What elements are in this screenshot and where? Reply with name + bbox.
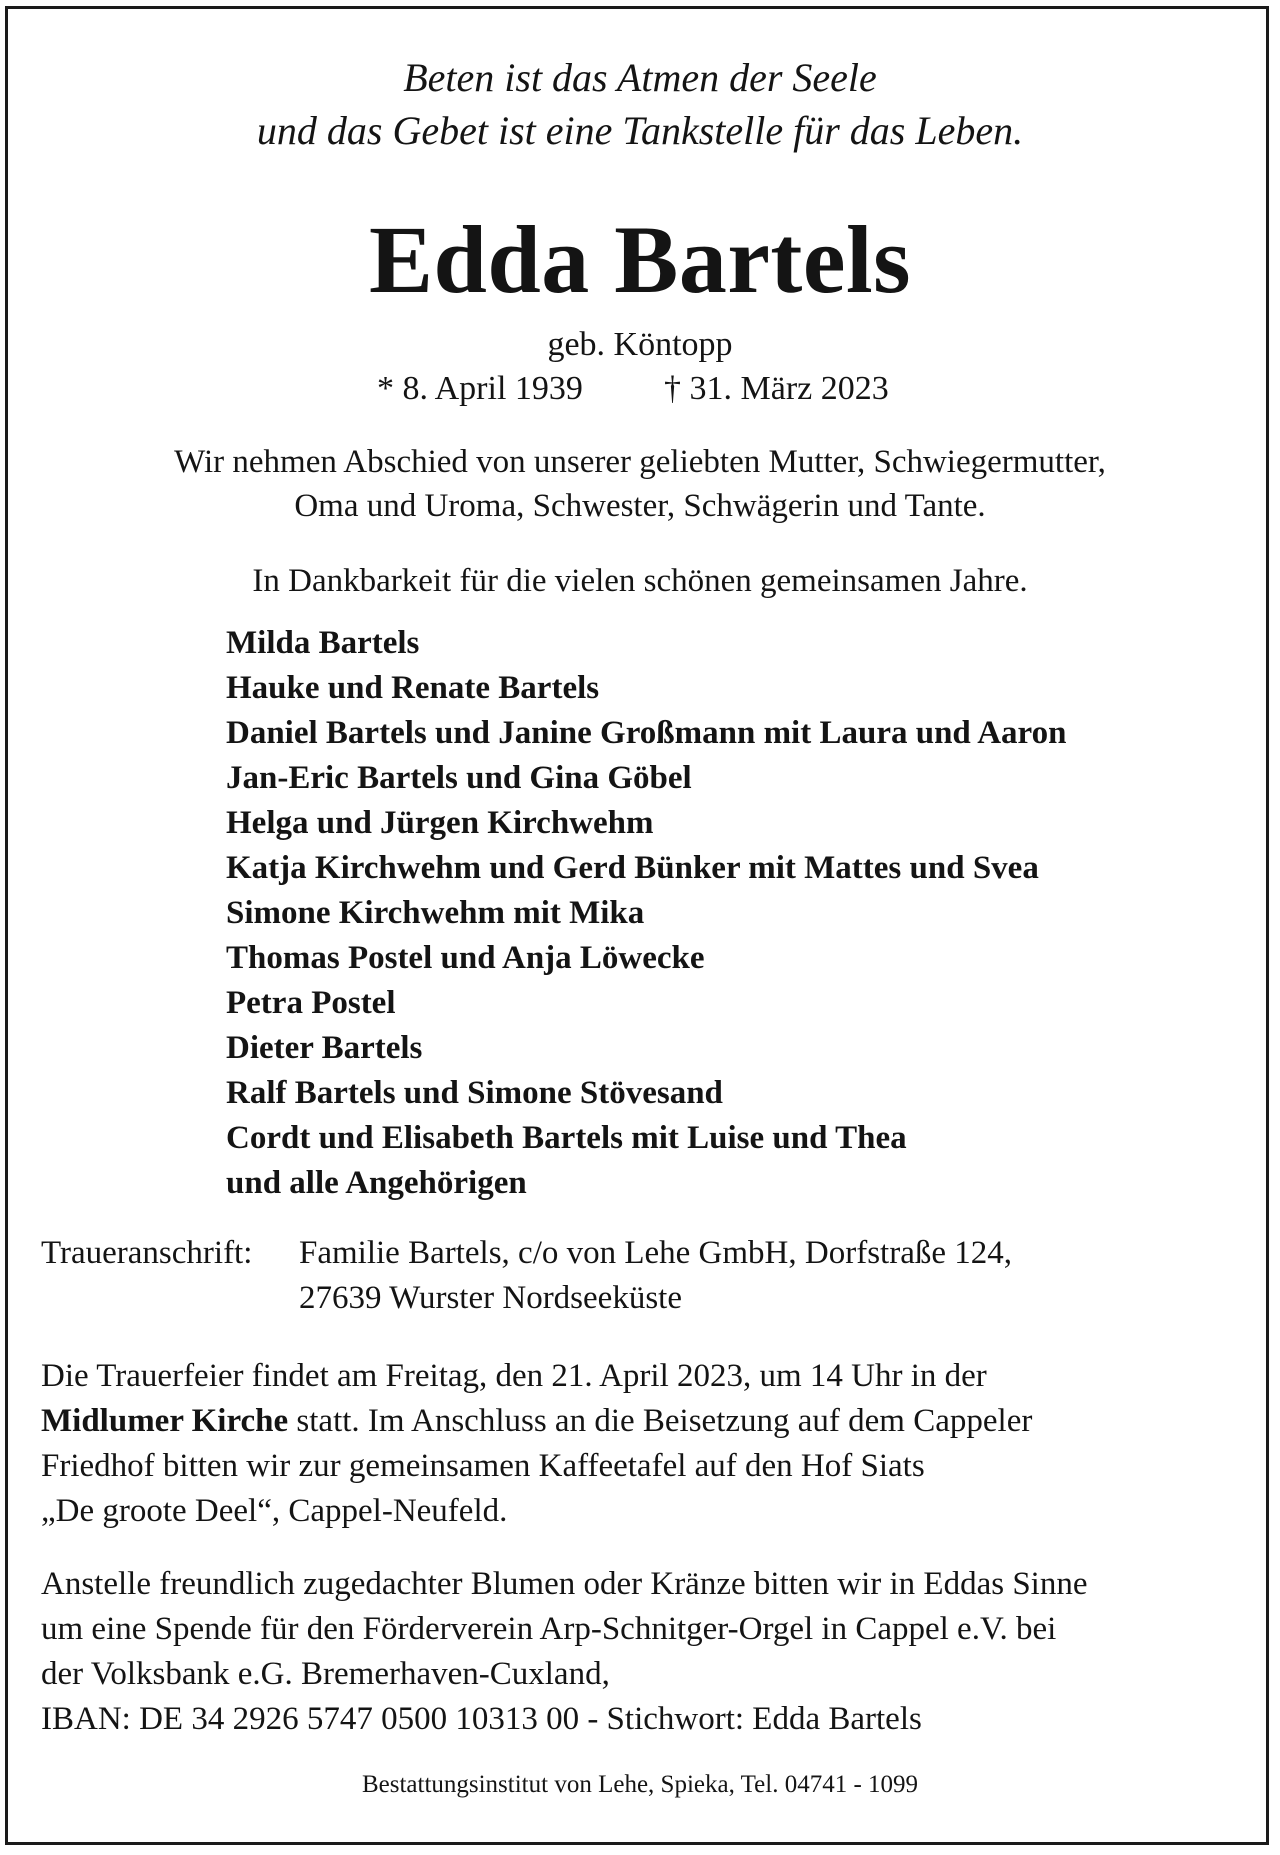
ceremony-paragraph [41,1354,1032,1534]
relative-name: und alle Angehörigen [226,1165,527,1201]
donation-line-4: IBAN: DE 34 2926 5747 0500 10313 00 - Stichwort: Edda Bartels [41,1701,922,1737]
ceremony-line-2-rest: statt. Im Anschluss an die Beisetzung auf dem Cappeler [288,1403,1033,1439]
relative-name: Ralf Bartels und Simone Stövesand [226,1075,723,1111]
motto-line-2: und das Gebet ist eine Tankstelle für das Leben. [256,108,1024,153]
ceremony-line-1: Die Trauerfeier findet am Freitag, den 21. April 2023, um 14 Uhr in der [41,1358,987,1394]
farewell-line-1: Wir nehmen Abschied von unserer geliebten Mutter, Schwiegermutter, [174,444,1106,480]
maiden-name: geb. Köntopp [547,326,733,363]
relative-name: Milda Bartels [226,625,420,661]
relative-name: Jan-Eric Bartels und Gina Göbel [226,760,692,796]
address-line-2: 27639 Wurster Nordseeküste [299,1280,682,1316]
church-name: Midlumer Kirche [41,1403,289,1439]
address-block [299,1231,1012,1321]
obituary-notice [5,6,1269,1845]
donation-line-3: der Volksbank e.G. Bremerhaven-Cuxland, [41,1656,610,1692]
relative-name: Cordt und Elisabeth Bartels mit Luise und Thea [226,1120,907,1156]
relative-name: Helga und Jürgen Kirchwehm [226,805,654,841]
gratitude-line: In Dankbarkeit für die vielen schönen gemeinsamen Jahre. [252,563,1028,599]
funeral-home-footer: Bestattungsinstitut von Lehe, Spieka, Tel. 04741 - 1099 [361,1771,919,1798]
relative-name: Simone Kirchwehm mit Mika [226,895,645,931]
farewell-line-2: Oma und Uroma, Schwester, Schwägerin und Tante. [294,488,986,524]
relative-name: Petra Postel [226,985,396,1021]
relative-name: Katja Kirchwehm und Gerd Bünker mit Mattes und Svea [226,850,1039,886]
relative-name: Thomas Postel und Anja Löwecke [226,940,705,976]
donation-line-1: Anstelle freundlich zugedachter Blumen oder Kränze bitten wir in Eddas Sinne [41,1566,1088,1602]
relatives-list [226,621,1066,1206]
relative-name: Hauke und Renate Bartels [226,670,600,706]
donation-line-2: um eine Spende für den Förderverein Arp-Schnitger-Orgel in Cappel e.V. bei [41,1611,1057,1647]
deceased-name: Edda Bartels [368,206,912,313]
donation-paragraph [41,1562,1088,1742]
relative-name: Daniel Bartels und Janine Großmann mit Laura und Aaron [226,715,1067,751]
motto-line-1: Beten ist das Atmen der Seele [403,55,877,100]
address-line-1: Familie Bartels, c/o von Lehe GmbH, Dorfstraße 124, [299,1235,1012,1271]
ceremony-line-2 [41,1399,1032,1444]
birth-date: * 8. April 1939 [377,370,583,407]
ceremony-line-4: „De groote Deel“, Cappel-Neufeld. [41,1493,508,1529]
relative-name: Dieter Bartels [226,1030,423,1066]
ceremony-line-3: Friedhof bitten wir zur gemeinsamen Kaffeetafel auf den Hof Siats [41,1448,925,1484]
address-label: Traueranschrift: [41,1235,253,1271]
death-date: † 31. März 2023 [664,370,889,407]
